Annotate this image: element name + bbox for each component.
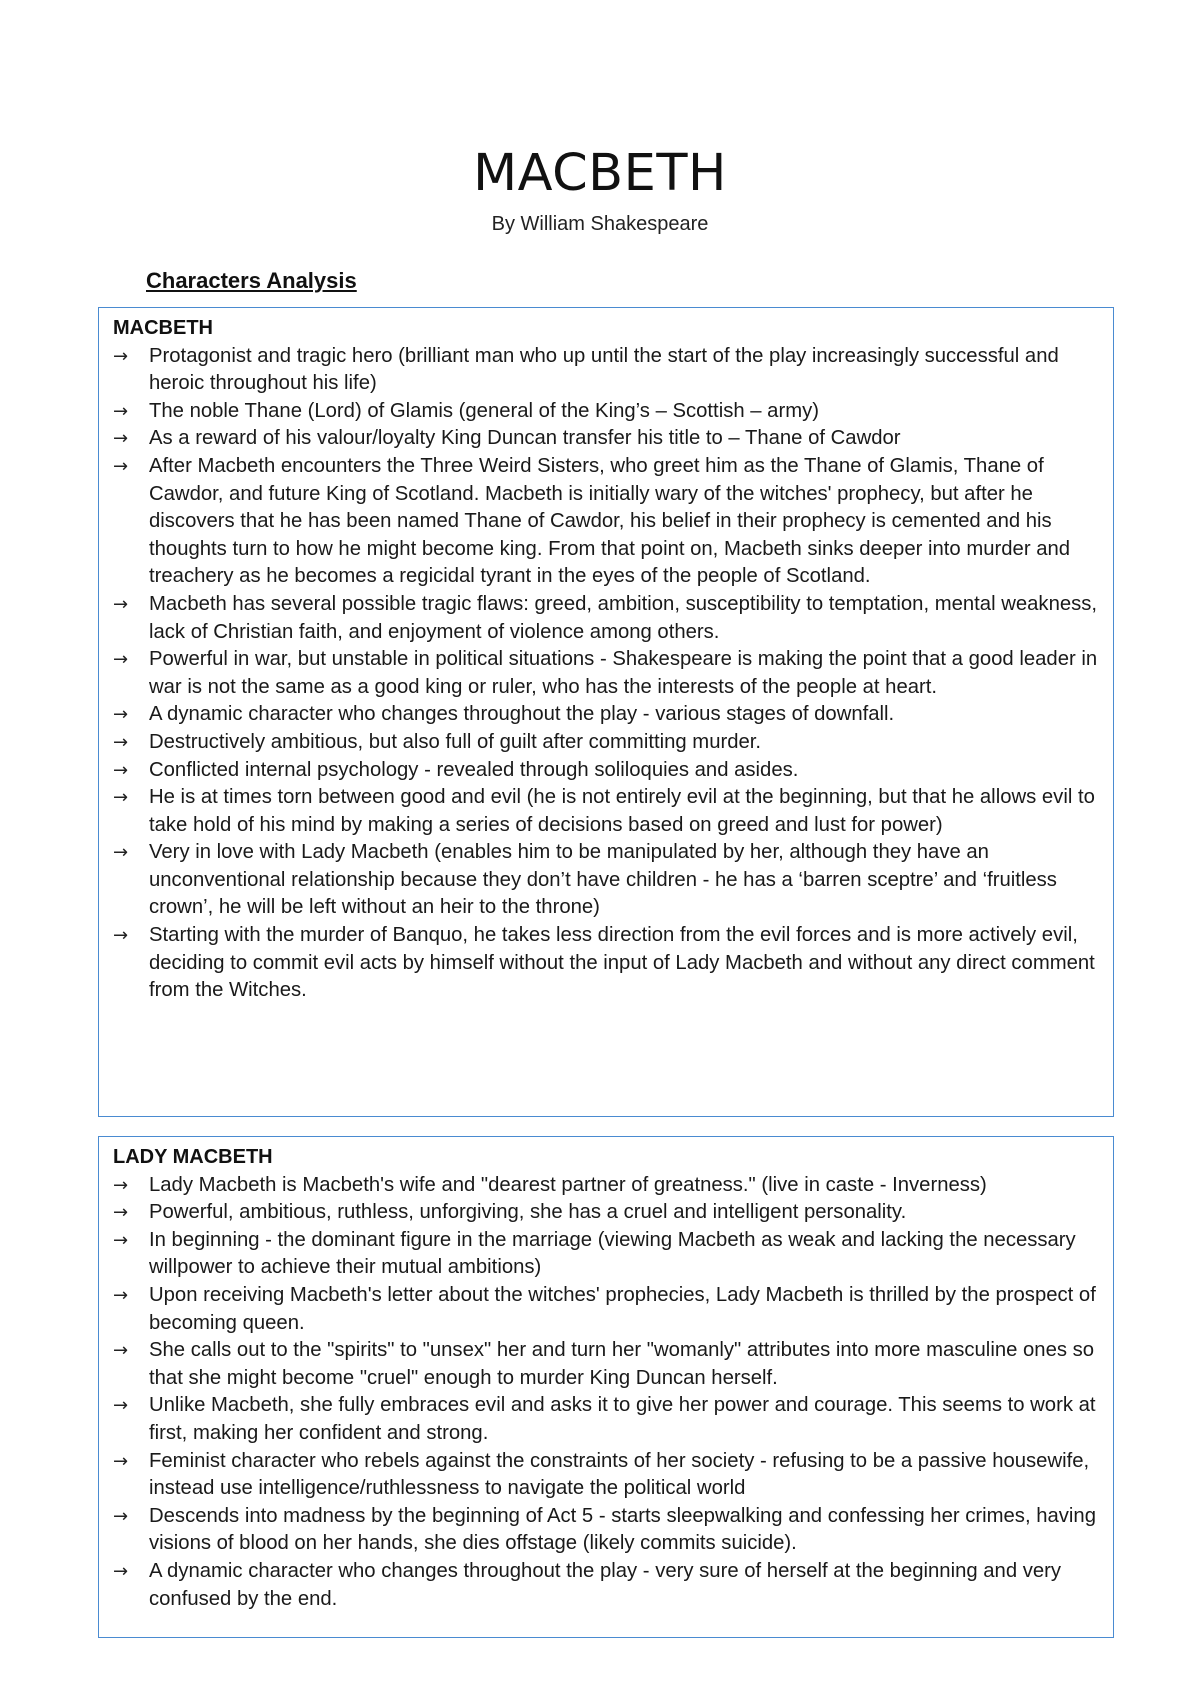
bullet-text: Lady Macbeth is Macbeth's wife and "dearest partner of greatness." (live in caste - Inverness): [149, 1173, 987, 1196]
character-points-list: [113, 343, 1105, 1005]
arrow-right-icon: →: [113, 593, 129, 615]
character-name: MACBETH: [113, 317, 213, 339]
bullet-point: [113, 922, 1105, 1005]
section-heading: Characters Analysis: [146, 268, 357, 293]
bullet-point: [113, 398, 1105, 426]
bullet-text: Starting with the murder of Banquo, he takes less direction from the evil forces and is more actively evil, deciding to commit evil acts by himself without the input of Lady Macbeth and without any direct comment from the Witches.: [149, 924, 1095, 1002]
arrow-right-icon: →: [113, 731, 129, 753]
bullet-point: [113, 343, 1105, 398]
bullet-text: In beginning - the dominant figure in the marriage (viewing Macbeth as weak and lacking the necessary willpower to achieve their mutual ambitions): [149, 1228, 1076, 1279]
arrow-right-icon: →: [113, 1560, 129, 1582]
arrow-right-icon: →: [113, 1395, 129, 1417]
bullet-point: [113, 1392, 1105, 1447]
arrow-right-icon: →: [113, 1229, 129, 1251]
bullet-point: [113, 1448, 1105, 1503]
bullet-text: Unlike Macbeth, she fully embraces evil and asks it to give her power and courage. This seems to work at first, making her confident and strong.: [149, 1394, 1096, 1444]
arrow-right-icon: →: [113, 759, 129, 781]
bullet-point: [113, 591, 1105, 646]
bullet-text: After Macbeth encounters the Three Weird Sisters, who greet him as the Thane of Glamis, Thane of Cawdor, and future King of Scotland. Macbeth is initially wary of the witches' prophecy, but after he discovers that he has been named Thane of Cawdor, his belief in their prophecy is cemented and his thoughts turn to how he might become king. From that point on, Macbeth sinks deeper into murder and treachery as he becomes a regicidal tyrant in the eyes of the people of Scotland.: [149, 454, 1071, 588]
arrow-right-icon: →: [113, 400, 129, 422]
bullet-text: Feminist character who rebels against the constraints of her society - refusing to be a passive housewife, instead use intelligence/ruthlessness to navigate the political world: [149, 1449, 1090, 1500]
bullet-text: A dynamic character who changes throughout the play - very sure of herself at the beginning and very confused by the end.: [149, 1559, 1062, 1610]
bullet-point: [113, 453, 1105, 591]
arrow-right-icon: →: [113, 1202, 129, 1224]
character-points-list: [113, 1172, 1105, 1614]
bullet-point: [113, 701, 1105, 729]
arrow-right-icon: →: [113, 345, 129, 367]
bullet-point: [113, 1558, 1105, 1613]
arrow-right-icon: →: [113, 787, 129, 809]
character-box-macbeth: [98, 307, 1114, 1117]
bullet-point: [113, 1337, 1105, 1392]
bullet-point: [113, 839, 1105, 922]
bullet-point: [113, 1503, 1105, 1558]
arrow-right-icon: →: [113, 704, 129, 726]
arrow-right-icon: →: [113, 1450, 129, 1472]
bullet-point: [113, 425, 1105, 453]
bullet-text: Macbeth has several possible tragic flaws: greed, ambition, susceptibility to temptation, mental weakness, lack of Christian faith, and enjoyment of violence among others.: [149, 592, 1098, 643]
arrow-right-icon: →: [113, 455, 129, 477]
bullet-text: The noble Thane (Lord) of Glamis (general of the King’s – Scottish – army): [149, 399, 819, 422]
arrow-right-icon: →: [113, 1174, 129, 1196]
bullet-text: Upon receiving Macbeth's letter about the witches' prophecies, Lady Macbeth is thrilled by the prospect of becoming queen.: [149, 1283, 1096, 1334]
bullet-text: As a reward of his valour/loyalty King Duncan transfer his title to – Thane of Cawdor: [149, 427, 901, 450]
bullet-text: A dynamic character who changes throughout the play - various stages of downfall.: [149, 703, 895, 726]
bullet-point: [113, 784, 1105, 839]
character-box-lady-macbeth: [98, 1136, 1114, 1638]
arrow-right-icon: →: [113, 1505, 129, 1527]
bullet-text: He is at times torn between good and evil (he is not entirely evil at the beginning, but that he allows evil to take hold of his mind by making a series of decisions based on greed and lust for power): [149, 786, 1095, 836]
bullet-text: Protagonist and tragic hero (brilliant man who up until the start of the play increasingly successful and heroic throughout his life): [149, 344, 1059, 395]
document-title: MACBETH: [473, 144, 727, 203]
arrow-right-icon: →: [113, 842, 129, 864]
bullet-text: She calls out to the "spirits" to "unsex" her and turn her "womanly" attributes into more masculine ones so that she might become "cruel" enough to murder King Duncan herself.: [149, 1339, 1095, 1389]
bullet-text: Descends into madness by the beginning of Act 5 - starts sleepwalking and confessing her crimes, having visions of blood on her hands, she dies offstage (likely commits suicide).: [149, 1504, 1096, 1555]
document-author: By William Shakespeare: [491, 213, 709, 235]
bullet-text: Very in love with Lady Macbeth (enables him to be manipulated by her, although they have an unconventional relationship because they don’t have children - he has a ‘barren sceptre’ and ‘fruitless crown’, he will be left without an heir to the throne): [149, 841, 1057, 919]
arrow-right-icon: →: [113, 1340, 129, 1362]
arrow-right-icon: →: [113, 1284, 129, 1306]
bullet-point: [113, 757, 1105, 785]
character-name: LADY MACBETH: [113, 1146, 273, 1168]
bullet-point: [113, 1199, 1105, 1227]
bullet-point: [113, 1227, 1105, 1282]
arrow-right-icon: →: [113, 925, 129, 947]
bullet-point: [113, 1282, 1105, 1337]
bullet-point: [113, 1172, 1105, 1200]
arrow-right-icon: →: [113, 649, 129, 671]
bullet-point: [113, 729, 1105, 757]
bullet-point: [113, 646, 1105, 701]
bullet-text: Destructively ambitious, but also full of guilt after committing murder.: [149, 730, 762, 753]
bullet-text: Powerful in war, but unstable in political situations - Shakespeare is making the point that a good leader in war is not the same as a good king or ruler, who has the interests of the people at heart.: [149, 648, 1098, 698]
bullet-text: Conflicted internal psychology - revealed through soliloquies and asides.: [149, 758, 799, 781]
arrow-right-icon: →: [113, 428, 129, 450]
bullet-text: Powerful, ambitious, ruthless, unforgiving, she has a cruel and intelligent personality.: [149, 1201, 907, 1224]
